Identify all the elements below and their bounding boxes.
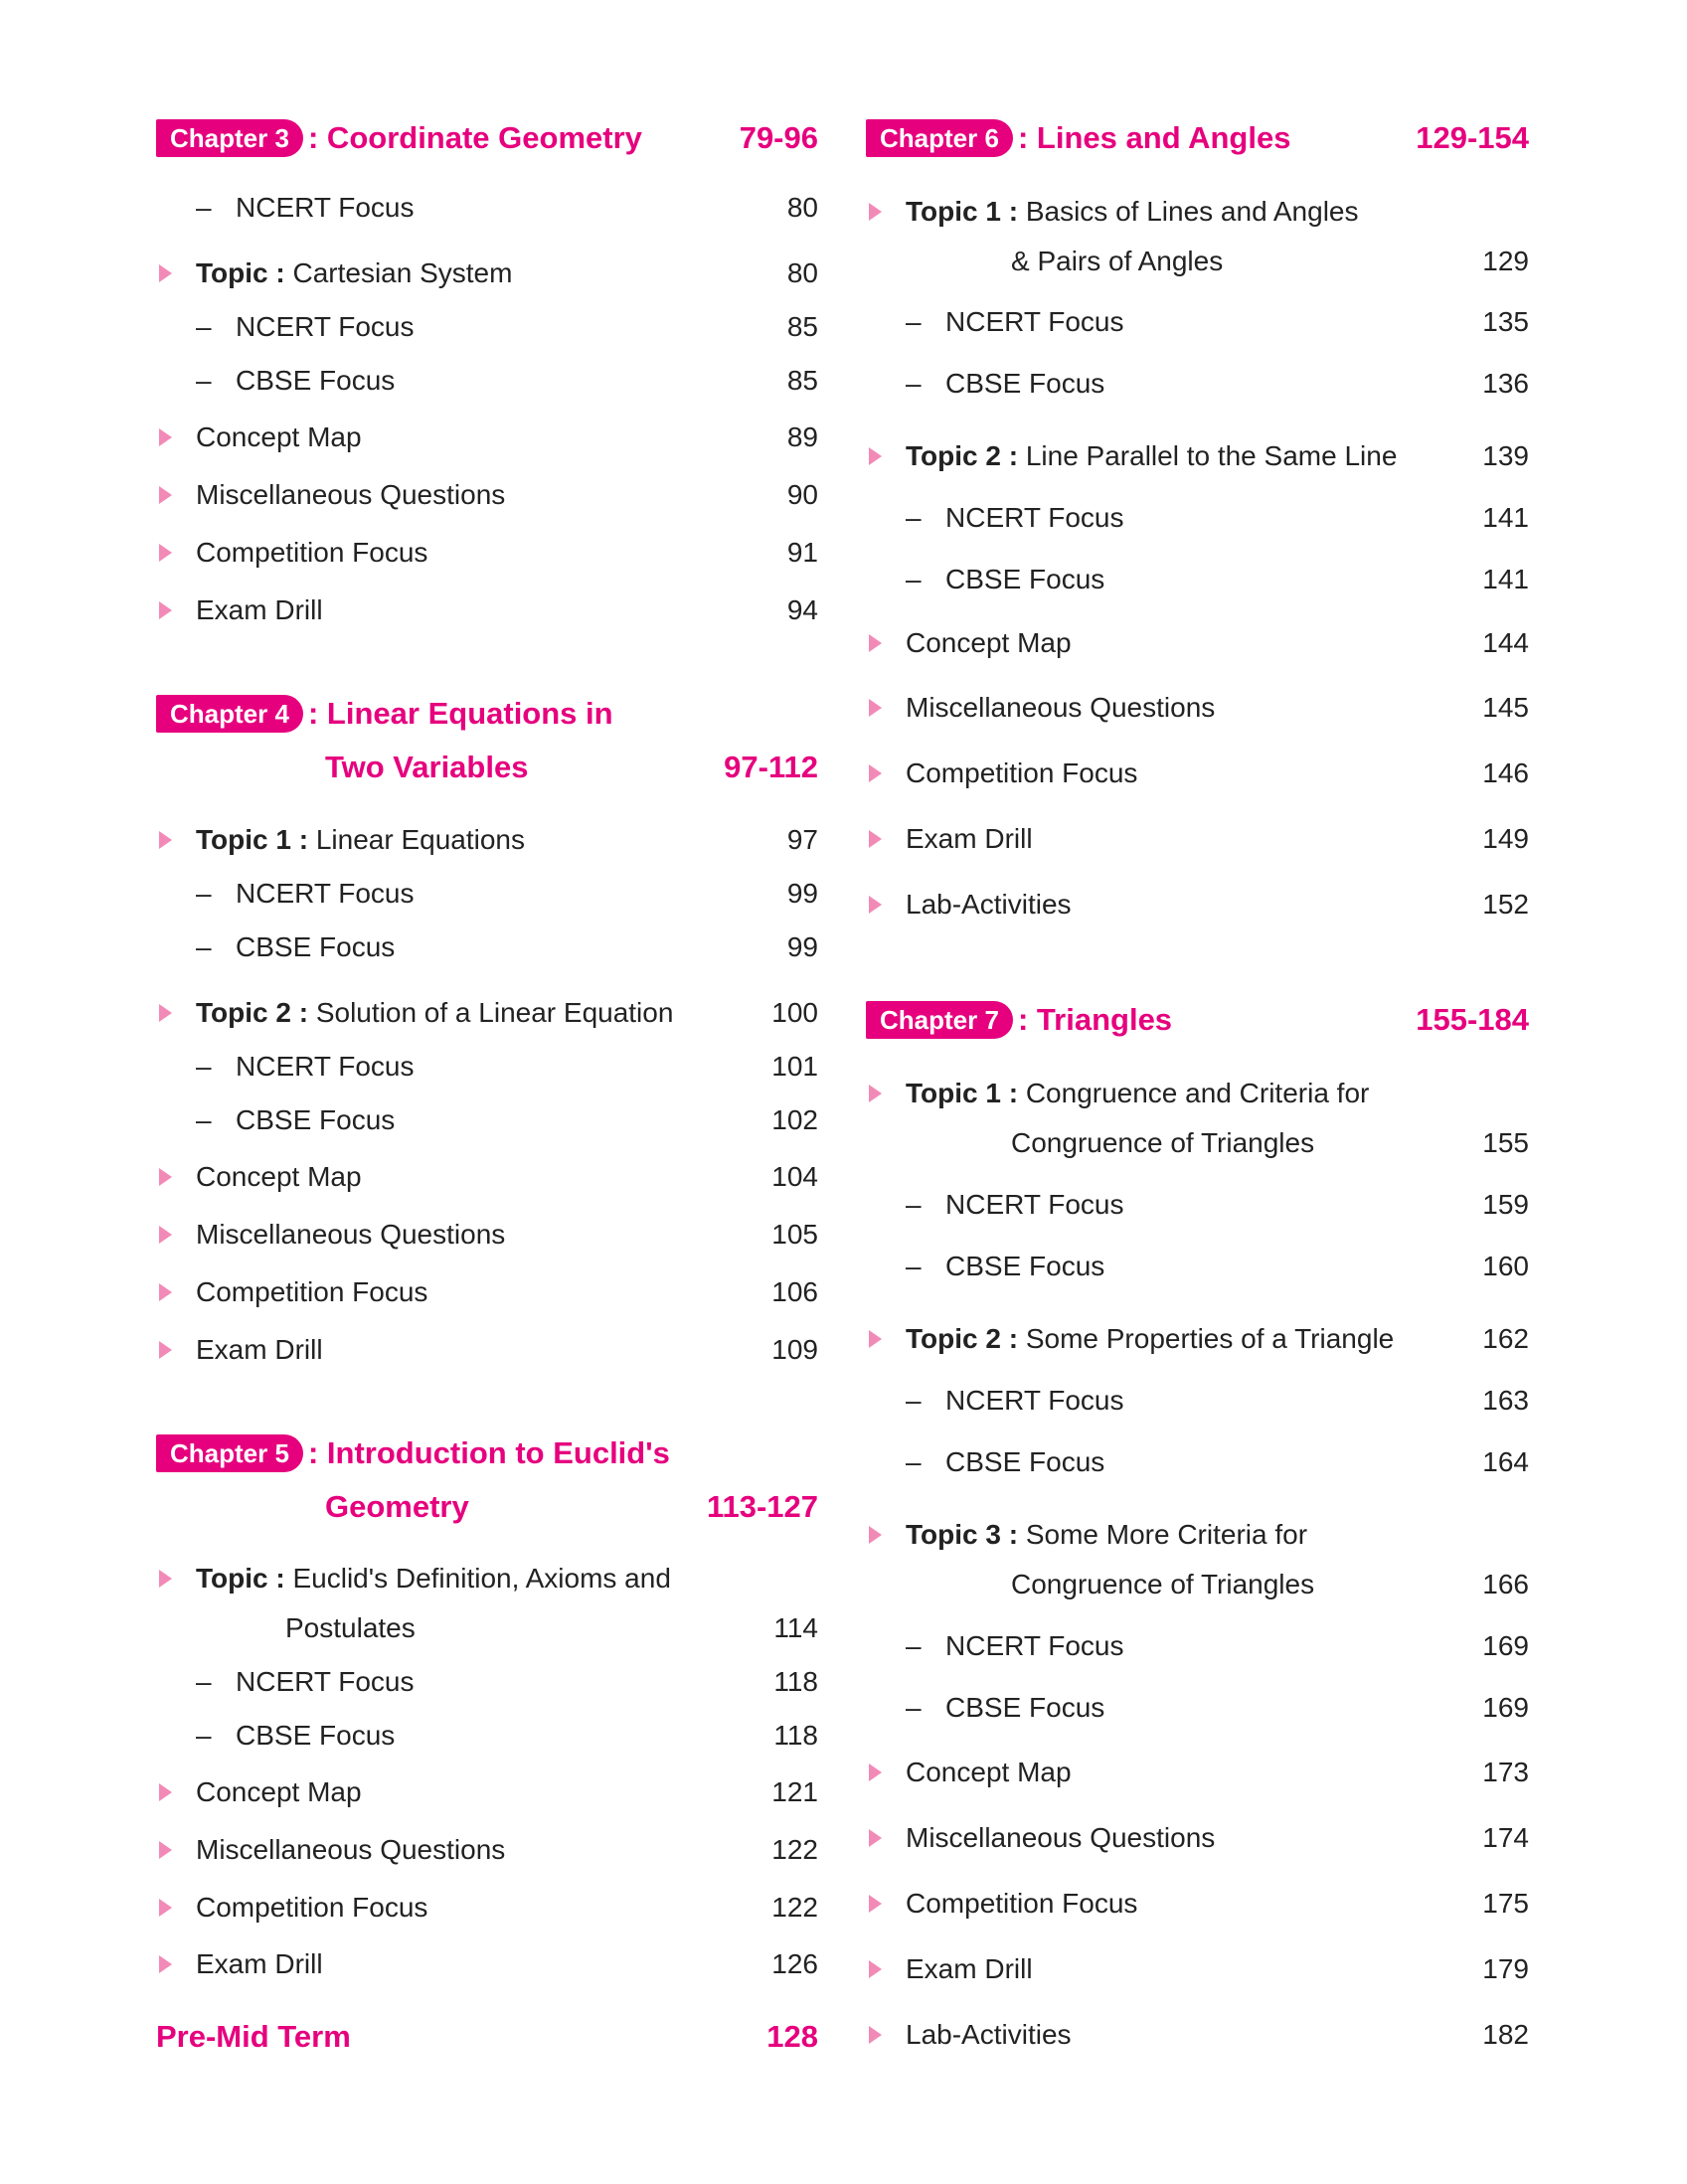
chapter-pages: 97-112 [724,750,818,784]
chapter-7-heading[interactable] [866,994,1529,1046]
topic-prefix: Topic 1 : [906,196,1019,227]
triangle-bullet-icon [159,1841,172,1859]
triangle-bullet-icon [159,1783,172,1801]
triangle-bullet-icon [159,601,172,619]
entry-label: Competition Focus [906,1888,1138,1919]
entry-label: Concept Map [196,421,362,452]
triangle-bullet-icon [159,264,172,282]
toc-entry[interactable] [156,1215,818,1255]
toc-entry[interactable] [156,475,818,515]
topic-prefix: Topic 1 : [906,1078,1019,1108]
toc-topic[interactable] [866,1319,1529,1359]
entry-label: Congruence and Criteria for [1025,1078,1370,1108]
entry-label: CBSE Focus [236,1720,396,1751]
entry-page: 129 [1482,246,1529,276]
entry-label: NCERT Focus [945,502,1124,533]
entry-label: & Pairs of Angles [1011,246,1224,276]
topic-prefix: Topic 2 : [196,997,309,1028]
dash-marker: – [906,1189,922,1220]
toc-topic-continued[interactable] [866,242,1529,281]
toc-entry[interactable] [866,2015,1529,2055]
entry-label: Exam Drill [906,823,1033,854]
entry-label: NCERT Focus [236,311,415,342]
entry-page: 105 [771,1219,818,1250]
entry-label: Concept Map [906,1757,1072,1787]
dash-marker: – [906,1692,922,1723]
entry-page: 136 [1482,368,1529,399]
dash-marker: – [196,1720,212,1751]
entry-label: Congruence of Triangles [1011,1569,1315,1599]
dash-marker: – [196,878,212,909]
chapter-title: : Coordinate Geometry [308,120,642,155]
toc-topic[interactable] [156,820,818,860]
toc-entry[interactable] [866,688,1529,728]
entry-page: 146 [1482,757,1529,788]
entry-page: 104 [771,1161,818,1192]
dash-marker: – [906,1446,922,1477]
triangle-bullet-icon [869,896,882,914]
dash-marker: – [906,564,922,594]
toc-entry[interactable] [156,1716,818,1756]
triangle-bullet-icon [159,1226,172,1244]
triangle-bullet-icon [869,1526,882,1544]
entry-label: Miscellaneous Questions [196,1219,506,1250]
triangle-bullet-icon [869,699,882,717]
entry-label: Basics of Lines and Angles [1025,196,1359,227]
toc-entry[interactable] [156,533,818,573]
toc-entry[interactable] [156,874,818,914]
toc-entry[interactable] [866,1753,1529,1792]
entry-label: Some More Criteria for [1025,1519,1308,1550]
toc-entry[interactable] [156,1772,818,1812]
entry-page: 99 [786,878,818,909]
chapter-title: Geometry [325,1489,469,1524]
entry-label: Miscellaneous Questions [906,692,1216,723]
topic-prefix: Topic 2 : [906,1323,1019,1354]
triangle-bullet-icon [159,486,172,504]
entry-page: 163 [1482,1385,1529,1416]
entry-page: 99 [786,931,818,962]
dash-marker: – [906,502,922,533]
triangle-bullet-icon [159,1283,172,1301]
toc-entry[interactable] [156,1100,818,1140]
chapter-title: : Introduction to Euclid's [308,1435,670,1470]
chapter-5-heading[interactable] [156,1428,818,1479]
triangle-bullet-icon [869,2026,882,2044]
chapter-title: : Linear Equations in [308,696,613,731]
entry-page: 80 [786,257,818,288]
toc-topic[interactable] [156,1559,818,1598]
chapter-pages: 129-154 [1416,120,1529,155]
chapter-title: : Triangles [1018,1002,1173,1037]
entry-label: Some Properties of a Triangle [1025,1323,1395,1354]
toc-topic[interactable] [866,1074,1529,1113]
entry-label: NCERT Focus [945,1630,1124,1661]
chapter-pages: 113-127 [706,1489,818,1524]
toc-entry[interactable] [156,307,818,347]
entry-label: Euclid's Definition, Axioms and [292,1563,671,1594]
entry-label: Competition Focus [196,1276,428,1307]
chapter-6-heading[interactable] [866,112,1529,164]
entry-label: Concept Map [196,1161,362,1192]
entry-page: 144 [1482,627,1529,658]
toc-entry[interactable] [156,927,818,967]
topic-prefix: Topic 2 : [906,440,1019,471]
entry-page: 122 [771,1892,818,1923]
triangle-bullet-icon [869,1330,882,1348]
entry-page: 141 [1482,502,1529,533]
dash-marker: – [196,1104,212,1135]
chapter-5-heading-line2 [156,1481,818,1533]
entry-page: 90 [786,479,818,510]
entry-label: Lab-Activities [906,2019,1072,2050]
toc-entry[interactable] [866,1442,1529,1482]
entry-label: NCERT Focus [236,192,415,223]
entry-page: 85 [786,311,818,342]
entry-label: Lab-Activities [906,889,1072,920]
chapter-badge: Chapter 7 [866,1001,1013,1039]
toc-topic[interactable] [866,1515,1529,1555]
entry-page: 174 [1482,1822,1529,1853]
chapter-badge: Chapter 5 [156,1434,303,1472]
chapter-badge: Chapter 4 [156,695,303,733]
toc-topic-continued[interactable] [866,1565,1529,1604]
triangle-bullet-icon [159,1570,172,1588]
entry-page: 155 [1482,1127,1529,1158]
entry-label: Cartesian System [292,257,513,288]
triangle-bullet-icon [159,544,172,562]
topic-prefix: Topic : [196,257,285,288]
entry-label: Concept Map [906,627,1072,658]
toc-entry[interactable] [866,1185,1529,1225]
dash-marker: – [906,1385,922,1416]
dash-marker: – [196,192,212,223]
entry-page: 121 [771,1776,818,1807]
toc-entry[interactable] [866,754,1529,793]
entry-page: 164 [1482,1446,1529,1477]
entry-label: Exam Drill [906,1953,1033,1984]
entry-page: 94 [786,594,818,625]
triangle-bullet-icon [159,1341,172,1359]
chapter-title: : Lines and Angles [1018,120,1291,155]
toc-topic[interactable] [866,436,1529,476]
entry-page: 179 [1482,1953,1529,1984]
dash-marker: – [196,1051,212,1082]
toc-entry[interactable] [866,1818,1529,1858]
triangle-bullet-icon [159,1955,172,1973]
entry-page: 162 [1482,1323,1529,1354]
entry-page: 122 [771,1834,818,1865]
entry-page: 118 [773,1666,818,1697]
entry-page: 152 [1482,889,1529,920]
dash-marker: – [196,931,212,962]
triangle-bullet-icon [159,1899,172,1917]
entry-label: CBSE Focus [236,1104,396,1135]
entry-label: NCERT Focus [945,1385,1124,1416]
dash-marker: – [196,1666,212,1697]
entry-label: CBSE Focus [945,1692,1105,1723]
entry-label: CBSE Focus [945,564,1105,594]
triangle-bullet-icon [869,203,882,221]
entry-label: CBSE Focus [945,1251,1105,1281]
toc-entry[interactable] [866,1626,1529,1666]
section-title: Pre-Mid Term [156,2019,351,2054]
dash-marker: – [906,368,922,399]
entry-label: Solution of a Linear Equation [315,997,674,1028]
toc-entry[interactable] [866,1884,1529,1924]
entry-label: Congruence of Triangles [1011,1127,1315,1158]
dash-marker: – [906,1251,922,1281]
entry-page: 97 [786,824,818,855]
triangle-bullet-icon [159,831,172,849]
entry-page: 145 [1482,692,1529,723]
entry-label: NCERT Focus [945,1189,1124,1220]
triangle-bullet-icon [159,428,172,446]
chapter-title: Two Variables [325,750,529,784]
entry-page: 149 [1482,823,1529,854]
toc-entry[interactable] [866,302,1529,342]
entry-label: Miscellaneous Questions [196,479,506,510]
entry-page: 139 [1482,440,1529,471]
entry-page: 89 [786,421,818,452]
entry-page: 101 [771,1051,818,1082]
toc-entry[interactable] [156,361,818,401]
entry-label: Postulates [285,1612,416,1643]
chapter-4-heading-line2 [156,742,818,793]
triangle-bullet-icon [869,1960,882,1978]
entry-label: Exam Drill [196,594,323,625]
chapter-4-heading[interactable] [156,688,818,740]
toc-entry[interactable] [156,1888,818,1928]
toc-entry[interactable] [156,1047,818,1087]
entry-label: CBSE Focus [945,368,1105,399]
toc-topic[interactable] [156,253,818,293]
triangle-bullet-icon [869,830,882,848]
dash-marker: – [196,365,212,396]
topic-prefix: Topic 3 : [906,1519,1019,1550]
triangle-bullet-icon [869,634,882,652]
entry-label: Competition Focus [906,757,1138,788]
triangle-bullet-icon [159,1004,172,1022]
entry-label: Linear Equations [315,824,525,855]
dash-marker: – [906,306,922,337]
triangle-bullet-icon [869,447,882,465]
toc-entry[interactable] [866,560,1529,599]
chapter-badge: Chapter 3 [156,119,303,157]
entry-label: NCERT Focus [236,1051,415,1082]
section-page: 128 [766,2019,818,2054]
chapter-pages: 155-184 [1416,1002,1529,1037]
toc-entry[interactable] [156,590,818,630]
toc-entry[interactable] [866,819,1529,859]
entry-label: CBSE Focus [236,931,396,962]
toc-topic[interactable] [866,192,1529,232]
toc-entry[interactable] [156,188,818,228]
toc-entry[interactable] [866,1688,1529,1728]
triangle-bullet-icon [869,1085,882,1102]
toc-topic[interactable] [156,993,818,1033]
toc-entry[interactable] [866,623,1529,663]
toc-entry[interactable] [866,364,1529,404]
dash-marker: – [196,311,212,342]
entry-label: CBSE Focus [945,1446,1105,1477]
entry-page: 159 [1482,1189,1529,1220]
entry-label: Competition Focus [196,1892,428,1923]
entry-page: 166 [1482,1569,1529,1599]
entry-page: 106 [771,1276,818,1307]
entry-page: 118 [773,1720,818,1751]
entry-page: 100 [771,997,818,1028]
entry-label: NCERT Focus [236,878,415,909]
entry-page: 141 [1482,564,1529,594]
entry-page: 109 [771,1334,818,1365]
entry-page: 91 [786,537,818,568]
dash-marker: – [906,1630,922,1661]
entry-label: Miscellaneous Questions [906,1822,1216,1853]
toc-entry[interactable] [866,1949,1529,1989]
entry-page: 80 [786,192,818,223]
topic-prefix: Topic : [196,1563,285,1594]
toc-topic-continued[interactable] [156,1608,818,1648]
toc-entry[interactable] [866,1247,1529,1286]
chapter-badge: Chapter 6 [866,119,1013,157]
entry-label: Concept Map [196,1776,362,1807]
pre-mid-term-heading[interactable] [156,2011,818,2063]
toc-entry[interactable] [866,1381,1529,1421]
entry-page: 85 [786,365,818,396]
chapter-3-heading[interactable] [156,112,818,164]
entry-label: NCERT Focus [236,1666,415,1697]
entry-page: 173 [1482,1757,1529,1787]
entry-page: 114 [773,1612,818,1643]
entry-label: Line Parallel to the Same Line [1025,440,1398,471]
triangle-bullet-icon [869,1764,882,1781]
entry-label: NCERT Focus [945,306,1124,337]
entry-page: 175 [1482,1888,1529,1919]
topic-prefix: Topic 1 : [196,824,309,855]
entry-page: 135 [1482,306,1529,337]
entry-page: 169 [1482,1692,1529,1723]
toc-entry[interactable] [156,1830,818,1870]
toc-entry[interactable] [156,1662,818,1702]
triangle-bullet-icon [869,1895,882,1913]
entry-page: 160 [1482,1251,1529,1281]
entry-page: 169 [1482,1630,1529,1661]
triangle-bullet-icon [869,1829,882,1847]
entry-page: 126 [771,1948,818,1979]
entry-page: 182 [1482,2019,1529,2050]
toc-entry[interactable] [156,1272,818,1312]
entry-label: Miscellaneous Questions [196,1834,506,1865]
toc-entry[interactable] [866,885,1529,924]
toc-entry[interactable] [866,498,1529,538]
entry-page: 102 [771,1104,818,1135]
entry-label: Exam Drill [196,1948,323,1979]
toc-topic-continued[interactable] [866,1123,1529,1163]
triangle-bullet-icon [159,1168,172,1186]
toc-entry[interactable] [156,1330,818,1370]
entry-label: Competition Focus [196,537,428,568]
toc-entry[interactable] [156,1944,818,1984]
entry-label: CBSE Focus [236,365,396,396]
triangle-bullet-icon [869,764,882,782]
entry-label: Exam Drill [196,1334,323,1365]
chapter-pages: 79-96 [739,120,818,155]
toc-entry[interactable] [156,1157,818,1197]
toc-entry[interactable] [156,418,818,457]
